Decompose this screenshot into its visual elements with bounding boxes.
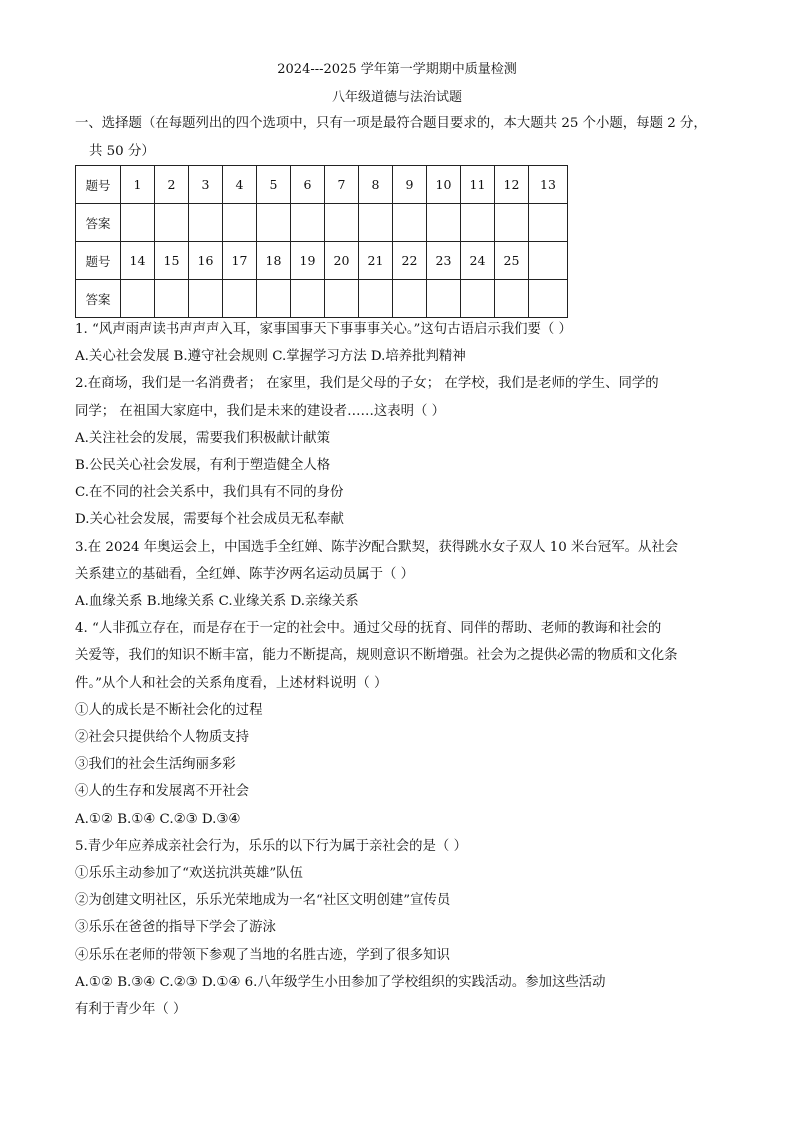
question-number-cell: 18 [257, 242, 291, 280]
q2-option-d: D.关心社会发展，需要每个社会成员无私奉献 [75, 512, 344, 528]
answer-table-number-row-1 [76, 166, 568, 204]
q2-option-c: C.在不同的社会关系中，我们具有不同的身份 [75, 485, 344, 501]
question-number-cell: 14 [121, 242, 155, 280]
section-heading [75, 110, 735, 166]
question-number-cell: 21 [359, 242, 393, 280]
q4-item-1: ①人的成长是不断社会化的过程 [75, 702, 263, 718]
answer-cell[interactable] [529, 280, 568, 318]
q4-item-4: ④人的生存和发展离不开社会 [75, 784, 250, 800]
q4-stem-line2: 关爱等，我们的知识不断丰富，能力不断提高，规则意识不断增强。社会为之提供必需的物质和文化条 [75, 648, 678, 664]
answer-cell[interactable] [121, 204, 155, 242]
q2-stem-line1: 2.在商场，我们是一名消费者； 在家里，我们是父母的子女； 在学校，我们是老师的学生、同学的 [75, 376, 659, 392]
q5-item-4: ④乐乐在老师的带领下参观了当地的名胜古迹，学到了很多知识 [75, 947, 450, 963]
answer-cell[interactable] [359, 204, 393, 242]
question-number-cell: 24 [461, 242, 495, 280]
q4-item-3: ③我们的社会生活绚丽多彩 [75, 757, 236, 773]
answer-cell[interactable] [461, 204, 495, 242]
answer-table-answer-row-1 [76, 204, 568, 242]
answer-cell[interactable] [223, 204, 257, 242]
question-number-cell: 15 [155, 242, 189, 280]
q3-stem-line1: 3.在 2024 年奥运会上，中国选手全红婵、陈芋汐配合默契，获得跳水女子双人 10 米台冠军。从社会 [75, 539, 679, 555]
answer-cell[interactable] [427, 280, 461, 318]
question-number-cell: 12 [495, 166, 529, 204]
q5-item-1: ①乐乐主动参加了“欢送抗洪英雄”队伍 [75, 866, 303, 882]
q1-stem: 1. “风声雨声读书声声声入耳，家事国事天下事事事关心。”这句古语启示我们要（ ） [75, 322, 572, 337]
question-number-cell: 1 [121, 166, 155, 204]
q1-options: A.关心社会发展 B.遵守社会规则 C.掌握学习方法 D.培养批判精神 [75, 349, 466, 365]
q5-item-2: ②为创建文明社区，乐乐光荣地成为一名“社区文明创建”宣传员 [75, 893, 451, 909]
answer-cell[interactable] [155, 280, 189, 318]
question-number-cell: 17 [223, 242, 257, 280]
answer-label: 答案 [76, 280, 121, 318]
question-number-cell: 6 [291, 166, 325, 204]
answer-cell[interactable] [393, 204, 427, 242]
q2-option-b: B.公民关心社会发展，有利于塑造健全人格 [75, 458, 331, 474]
question-number-cell [529, 242, 568, 280]
q3-stem-line2: 关系建立的基础看，全红婵、陈芋汐两名运动员属于（ ） [75, 566, 415, 582]
q3-options: A.血缘关系 B.地缘关系 C.业缘关系 D.亲缘关系 [75, 594, 359, 610]
question-number-cell: 8 [359, 166, 393, 204]
answer-cell[interactable] [461, 280, 495, 318]
answer-cell[interactable] [121, 280, 155, 318]
question-number-cell: 7 [325, 166, 359, 204]
answer-table-number-row-2 [76, 242, 568, 280]
q4-options: A.①② B.①④ C.②③ D.③④ [75, 811, 241, 827]
q2-option-a: A.关注社会的发展，需要我们积极献计献策 [75, 430, 330, 446]
question-number-cell: 13 [529, 166, 568, 204]
answer-cell[interactable] [359, 280, 393, 318]
question-list [75, 316, 723, 1023]
answer-cell[interactable] [529, 204, 568, 242]
answer-cell[interactable] [495, 280, 529, 318]
answer-cell[interactable] [325, 204, 359, 242]
answer-table-answer-row-2 [76, 280, 568, 318]
answer-cell[interactable] [393, 280, 427, 318]
question-number-cell: 16 [189, 242, 223, 280]
question-number-cell: 10 [427, 166, 461, 204]
answer-cell[interactable] [189, 204, 223, 242]
question-number-cell: 11 [461, 166, 495, 204]
q6-stem-line2: 有利于青少年（ ） [75, 1002, 187, 1018]
number-label: 题号 [76, 242, 121, 280]
answer-label: 答案 [76, 204, 121, 242]
question-number-cell: 4 [223, 166, 257, 204]
q2-stem-line2: 同学； 在祖国大家庭中，我们是未来的建设者……这表明（ ） [75, 403, 446, 419]
q5-item-3: ③乐乐在爸爸的指导下学会了游泳 [75, 920, 276, 936]
question-number-cell: 9 [393, 166, 427, 204]
question-number-cell: 19 [291, 242, 325, 280]
question-number-cell: 22 [393, 242, 427, 280]
answer-cell[interactable] [427, 204, 461, 242]
answer-cell[interactable] [325, 280, 359, 318]
q4-item-2: ②社会只提供给个人物质支持 [75, 730, 250, 746]
answer-cell[interactable] [495, 204, 529, 242]
question-number-cell: 2 [155, 166, 189, 204]
question-number-cell: 25 [495, 242, 529, 280]
answer-table [75, 165, 568, 318]
q5-options-and-q6-stem: A.①② B.③④ C.②③ D.①④ 6.八年级学生小田参加了学校组织的实践活动。参加这些活动 [75, 974, 606, 990]
question-number-cell: 3 [189, 166, 223, 204]
section-heading-line1: 一、选择题（在每题列出的四个选项中，只有一项是最符合题目要求的，本大题共 25 个小题，每题 2 分， [75, 116, 707, 131]
question-number-cell: 23 [427, 242, 461, 280]
exam-subtitle: 八年级道德与法治试题 [331, 90, 462, 105]
q5-stem: 5.青少年应养成亲社会行为，乐乐的以下行为属于亲社会的是（ ） [75, 838, 467, 854]
answer-cell[interactable] [189, 280, 223, 318]
answer-cell[interactable] [291, 204, 325, 242]
question-number-cell: 20 [325, 242, 359, 280]
question-number-cell: 5 [257, 166, 291, 204]
answer-cell[interactable] [257, 204, 291, 242]
q4-stem-line3: 件。”从个人和社会的关系角度看，上述材料说明（ ） [75, 675, 388, 691]
answer-cell[interactable] [257, 280, 291, 318]
answer-cell[interactable] [155, 204, 189, 242]
q4-stem-line1: 4. “人非孤立存在，而是存在于一定的社会中。通过父母的抚育、同伴的帮助、老师的教诲和社会的 [75, 621, 662, 637]
number-label: 题号 [76, 166, 121, 204]
answer-cell[interactable] [291, 280, 325, 318]
section-heading-line2: 共 50 分） [89, 144, 155, 159]
answer-cell[interactable] [223, 280, 257, 318]
exam-title: 2024---2025 学年第一学期期中质量检测 [277, 62, 517, 77]
